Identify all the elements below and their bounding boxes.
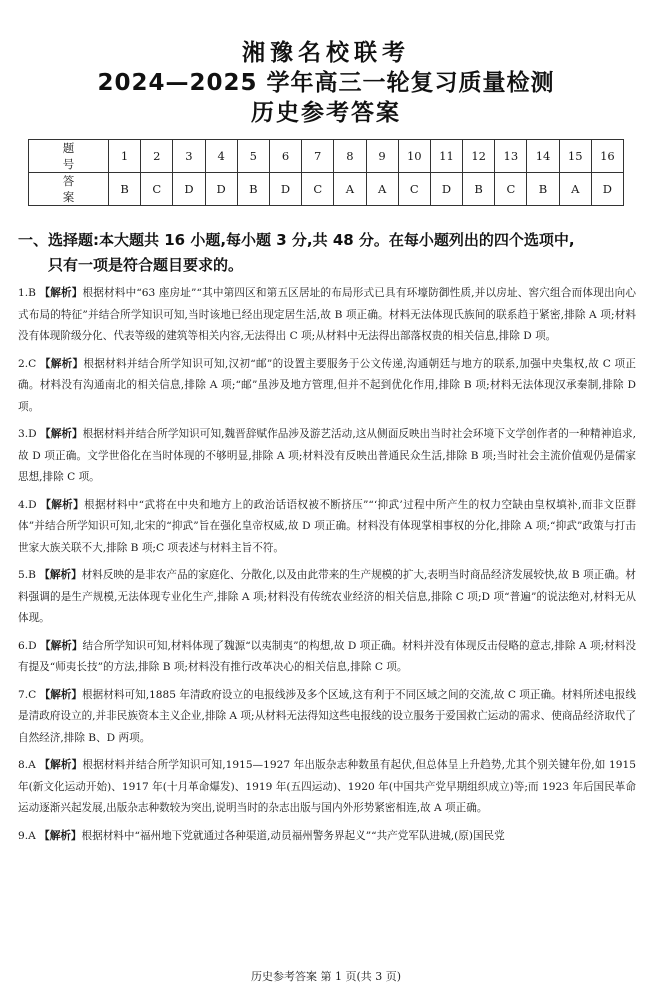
answer-row bbox=[29, 173, 624, 206]
row-label-number: 题 号 bbox=[29, 140, 109, 173]
explanation-item bbox=[18, 755, 636, 820]
item-number: 1.B bbox=[18, 287, 36, 299]
question-number: 8 bbox=[334, 140, 366, 173]
answer-cell: D bbox=[205, 173, 237, 206]
answer-cell: A bbox=[334, 173, 366, 206]
item-number: 2.C bbox=[18, 357, 37, 370]
analysis-tag: 【解析】 bbox=[39, 287, 83, 299]
analysis-tag: 【解析】 bbox=[40, 428, 83, 440]
explanation-item bbox=[18, 424, 636, 489]
question-number: 3 bbox=[173, 140, 205, 173]
item-number: 3.D bbox=[18, 428, 37, 440]
question-number: 15 bbox=[559, 140, 591, 173]
item-text: 根据材料中“福州地下党就通过各种渠道,动员福州警务界起义”“共产党军队进城,(原)国民党 bbox=[81, 829, 505, 842]
item-number: 9.A bbox=[18, 829, 36, 842]
answer-cell: D bbox=[173, 173, 205, 206]
item-text: 根据材料并结合所学知识可知,魏晋辞赋作品涉及游艺活动,这从侧面反映出当时社会环境下文学创作者的一种精神追求,故 D 项正确。文学世俗化在当时体现的不够明显,排除 A 项;材料没有反映出普通民众生活,排除 B 项;当时社会主流价值观仍是儒家思想,排除 C 项。 bbox=[18, 428, 637, 483]
item-number: 6.D bbox=[18, 639, 37, 652]
answer-cell: D bbox=[591, 173, 623, 206]
item-number: 4.D bbox=[18, 498, 37, 511]
answer-cell: A bbox=[366, 173, 398, 206]
explanation-item bbox=[18, 636, 636, 679]
question-number: 7 bbox=[302, 140, 334, 173]
question-number: 6 bbox=[269, 140, 301, 173]
item-text: 根据材料中“武将在中央和地方上的政治话语权被不断挤压”“‘抑武’过程中所产生的权力空缺由皇权填补,而非文臣群体”并结合所学知识可知,北宋的“抑武”旨在强化皇帝权威,故 D 项正确。材料没有体现掌相事权的分化,排除 A 项;“抑武”政策与打击世家大族关联不大,排除 B 项;C 项表述与材料主旨不符。 bbox=[18, 498, 636, 554]
answer-cell: B bbox=[237, 173, 269, 206]
analysis-tag: 【解析】 bbox=[40, 639, 83, 652]
item-number: 5.B bbox=[18, 569, 36, 581]
question-number: 9 bbox=[366, 140, 398, 173]
answer-table bbox=[28, 139, 624, 206]
answer-cell: C bbox=[302, 173, 334, 206]
answer-key-title: 历史参考答案 bbox=[251, 100, 401, 126]
question-number: 5 bbox=[237, 140, 269, 173]
analysis-tag: 【解析】 bbox=[39, 829, 82, 842]
answer-cell: B bbox=[527, 173, 559, 206]
section-heading-line1: 一、选择题:本大题共 16 小题,每小题 3 分,共 48 分。在每小题列出的四个选项中, bbox=[18, 231, 575, 249]
answer-cell: A bbox=[559, 173, 591, 206]
item-text: 材料反映的是非农产品的家庭化、分散化,以及由此带来的生产规模的扩大,表明当时商品经济发展较快,故 B 项正确。材料强调的是生产规模,无法体现专业化生产,排除 A 项;材料没有传统农业经济的相关信息,排除 C 项;D 项“普遍”的说法绝对,材料无从体现。 bbox=[18, 569, 637, 624]
question-number: 10 bbox=[398, 140, 430, 173]
question-number: 12 bbox=[463, 140, 495, 173]
explanation-item bbox=[18, 283, 636, 348]
item-text: 根据材料可知,1885 年清政府设立的电报线涉及多个区域,这有利于不同区域之间的交流,故 C 项正确。材料所述电报线是清政府设立的,并非民族资本主义企业,排除 A 项;从材料无法得知这些电报线的设立服务于爱国救亡运动的需求、使商品经济取代了自然经济,排除 B、D 两项。 bbox=[18, 688, 636, 744]
item-text: 根据材料并结合所学知识可知,1915—1927 年出版杂志种数虽有起伏,但总体呈上升趋势,尤其个别关键年份,如 1915 年(新文化运动开始)、1917 年(十月革命爆发)、1919 年(五四运动)、1920 年(中国共产党早期组织成立)等;而 1923 年后国民革命运动逐渐兴起发展,出版杂志种数较为突出,说明当时的杂志出版与国内外形势紧密相连,故 A 项正确。 bbox=[18, 759, 637, 814]
analysis-tag: 【解析】 bbox=[39, 357, 84, 370]
answer-cell: C bbox=[398, 173, 430, 206]
question-number: 1 bbox=[109, 140, 141, 173]
answer-cell: D bbox=[430, 173, 462, 206]
analysis-tag: 【解析】 bbox=[39, 569, 82, 581]
item-text: 根据材料中“63 座房址”“其中第四区和第五区居址的布局形式已具有环壕防御性质,并以房址、窖穴组合而体现出向心式布局的特征”并结合所学知识可知,当时该地已经出现定居生活,故 B 项正确。材料无法体现氏族间的联系趋于紧密,排除 A 项;材料没有体现阶级分化、代表等级的建筑等相关内容,无法得出 C 项;从材料中无法得出部落权贵的相关信息,排除 D 项。 bbox=[18, 287, 636, 342]
analysis-tag: 【解析】 bbox=[39, 759, 83, 771]
explanation-item bbox=[18, 685, 636, 750]
question-number: 16 bbox=[591, 140, 623, 173]
question-number: 13 bbox=[495, 140, 527, 173]
section-heading-line2: 只有一项是符合题目要求的。 bbox=[48, 256, 244, 274]
title-block bbox=[0, 38, 652, 128]
explanation-item bbox=[18, 354, 636, 419]
explanation-item bbox=[18, 826, 636, 848]
explanation-list bbox=[18, 283, 636, 853]
answer-cell: C bbox=[495, 173, 527, 206]
page-footer: 历史参考答案 第 1 页(共 3 页) bbox=[250, 970, 402, 983]
answer-cell: B bbox=[463, 173, 495, 206]
answer-cell: B bbox=[109, 173, 141, 206]
item-number: 7.C bbox=[18, 688, 37, 701]
question-number-row bbox=[29, 140, 624, 173]
section-heading bbox=[18, 228, 638, 278]
analysis-tag: 【解析】 bbox=[40, 498, 85, 511]
question-number: 4 bbox=[205, 140, 237, 173]
explanation-item bbox=[18, 565, 636, 630]
item-number: 8.A bbox=[18, 759, 36, 771]
question-number: 14 bbox=[527, 140, 559, 173]
exam-organizer-title: 湘豫名校联考 bbox=[242, 40, 410, 66]
row-label-answer: 答 案 bbox=[29, 173, 109, 206]
question-number: 2 bbox=[141, 140, 173, 173]
explanation-item bbox=[18, 495, 636, 560]
answer-cell: C bbox=[141, 173, 173, 206]
analysis-tag: 【解析】 bbox=[39, 688, 83, 701]
answer-cell: D bbox=[269, 173, 301, 206]
item-text: 根据材料并结合所学知识可知,汉初“邮”的设置主要服务于公文传递,沟通朝廷与地方的联系,加强中央集权,故 C 项正确。材料没有沟通南北的相关信息,排除 A 项;“邮”虽涉及地方管理,但并不起到优化作用,排除 B 项;材料无法体现汉承秦制,排除 D 项。 bbox=[18, 357, 636, 413]
exam-name-title: 2024—2025 学年高三一轮复习质量检测 bbox=[97, 70, 555, 96]
question-number: 11 bbox=[430, 140, 462, 173]
item-text: 结合所学知识可知,材料体现了魏源“以夷制夷”的构想,故 D 项正确。材料并没有体现反击侵略的意志,排除 A 项;材料没有提及“师夷长技”的方法,排除 B 项;材料没有推行改革决心的相关信息,排除 C 项。 bbox=[18, 639, 636, 673]
